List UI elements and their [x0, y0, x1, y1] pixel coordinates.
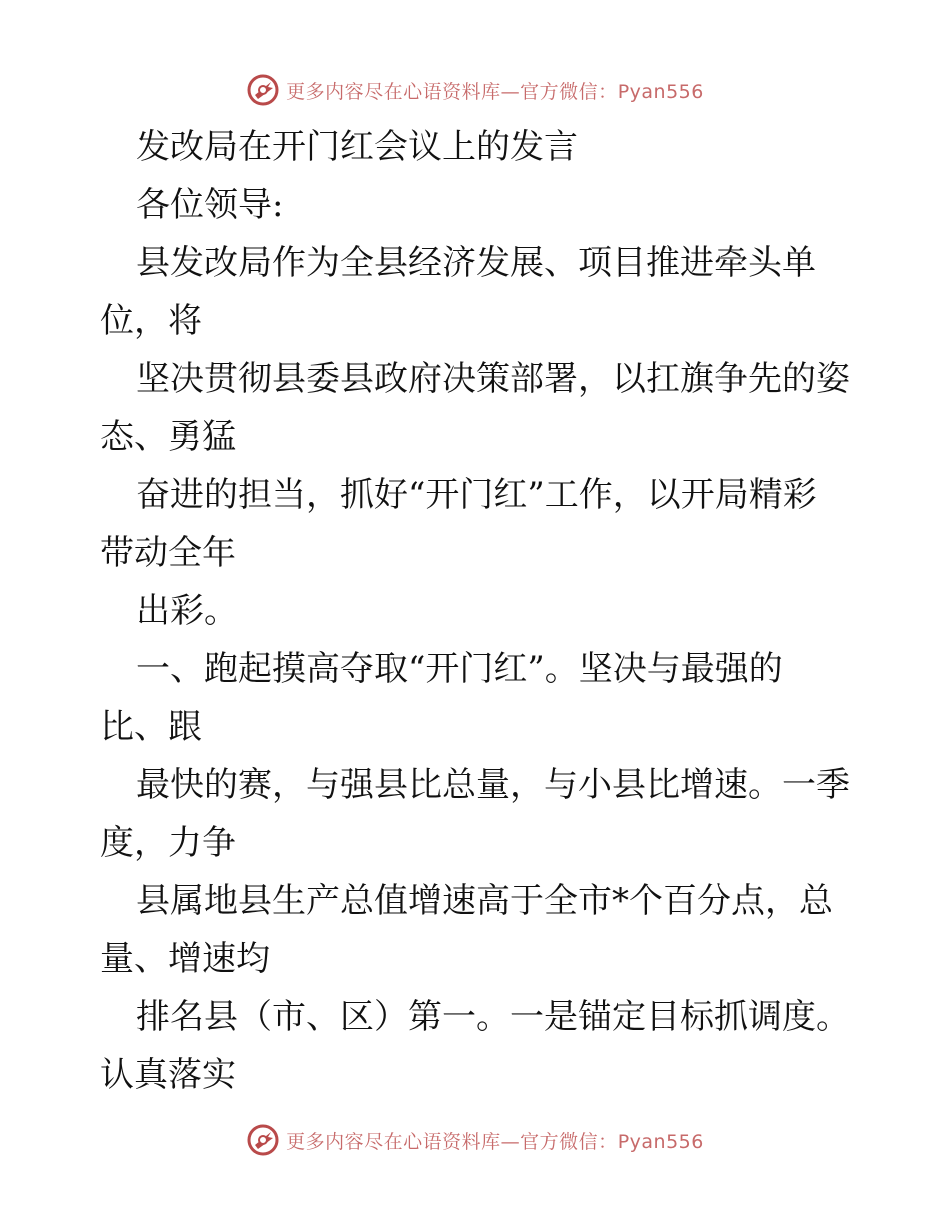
text-line: 最快的赛，与强县比总量，与小县比增速。一季 — [136, 765, 850, 805]
text-line: 县属地县生产总值增速高于全市*个百分点，总 — [136, 881, 833, 921]
document-body — [100, 118, 860, 1104]
text-line: 县发改局作为全县经济发展、项目推进牵头单 — [136, 243, 816, 283]
footer-watermark — [0, 1120, 950, 1160]
watermark-text: 更多内容尽在心语资料库—官方微信：Pyan556 — [286, 1130, 704, 1153]
text-line: 量、增速均 — [100, 939, 270, 979]
text-line: 位，将 — [100, 301, 202, 341]
text-line: 坚决贯彻县委县政府决策部署，以扛旗争先的姿 — [136, 359, 850, 399]
document-title: 发改局在开门红会议上的发言 — [136, 127, 578, 167]
text-line: 排名县（市、区）第一。一是锚定目标抓调度。 — [136, 997, 850, 1037]
logo-icon — [246, 73, 280, 107]
text-line: 态、勇猛 — [100, 417, 236, 457]
text-line: 认真落实 — [100, 1055, 236, 1095]
text-line: 带动全年 — [100, 533, 236, 573]
watermark-text: 更多内容尽在心语资料库—官方微信：Pyan556 — [286, 80, 704, 103]
text-line: 奋进的担当，抓好“开门红”工作，以开局精彩 — [136, 475, 817, 515]
header-watermark — [0, 70, 950, 110]
text-line: 出彩。 — [136, 591, 238, 631]
logo-icon — [246, 1123, 280, 1157]
text-line: 度，力争 — [100, 823, 236, 863]
text-line: 比、跟 — [100, 707, 202, 747]
text-line: 一、跑起摸高夺取“开门红”。坚决与最强的 — [136, 649, 783, 689]
text-line: 各位领导: — [136, 185, 284, 225]
